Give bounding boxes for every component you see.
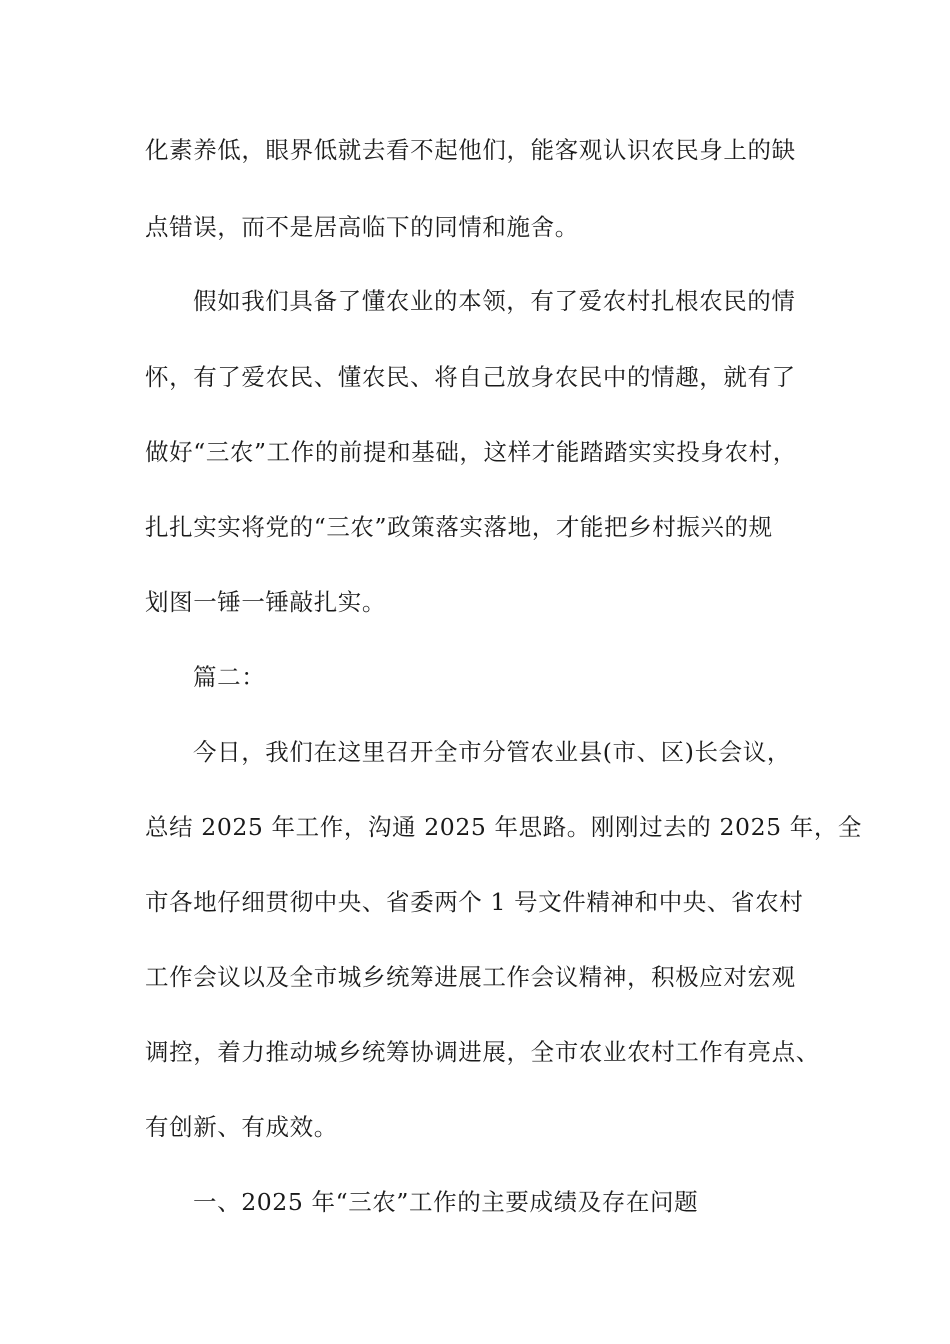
section-heading: 篇二： [193,663,266,691]
paragraph-first-line: 假如我们具备了懂农业的本领，有了爱农村扎根农民的情 [193,287,796,315]
text-line: 做好“三农”工作的前提和基础，这样才能踏踏实实投身农村， [145,438,797,466]
text-line: 工作会议以及全市城乡统筹进展工作会议精神，积极应对宏观 [145,963,796,991]
paragraph-first-line: 今日，我们在这里召开全市分管农业县(市、区)长会议， [193,738,791,766]
subsection-heading: 一、2025 年“三农”工作的主要成绩及存在问题 [193,1188,699,1216]
text-line: 怀，有了爱农民、懂农民、将自己放身农民中的情趣，就有了 [145,363,796,391]
text-line: 化素养低，眼界低就去看不起他们，能客观认识农民身上的缺 [145,136,796,164]
text-line: 有创新、有成效。 [145,1113,338,1141]
text-line: 调控，着力推动城乡统筹协调进展，全市农业农村工作有亮点、 [145,1038,820,1066]
text-line: 市各地仔细贯彻中央、省委两个 1 号文件精神和中央、省农村 [145,888,804,916]
text-line: 点错误，而不是居高临下的同情和施舍。 [145,213,579,241]
text-line: 划图一锤一锤敲扎实。 [145,588,386,616]
text-line: 扎扎实实将党的“三农”政策落实落地，才能把乡村振兴的规 [145,513,773,541]
text-line: 总结 2025 年工作，沟通 2025 年思路。刚刚过去的 2025 年，全 [145,813,863,841]
